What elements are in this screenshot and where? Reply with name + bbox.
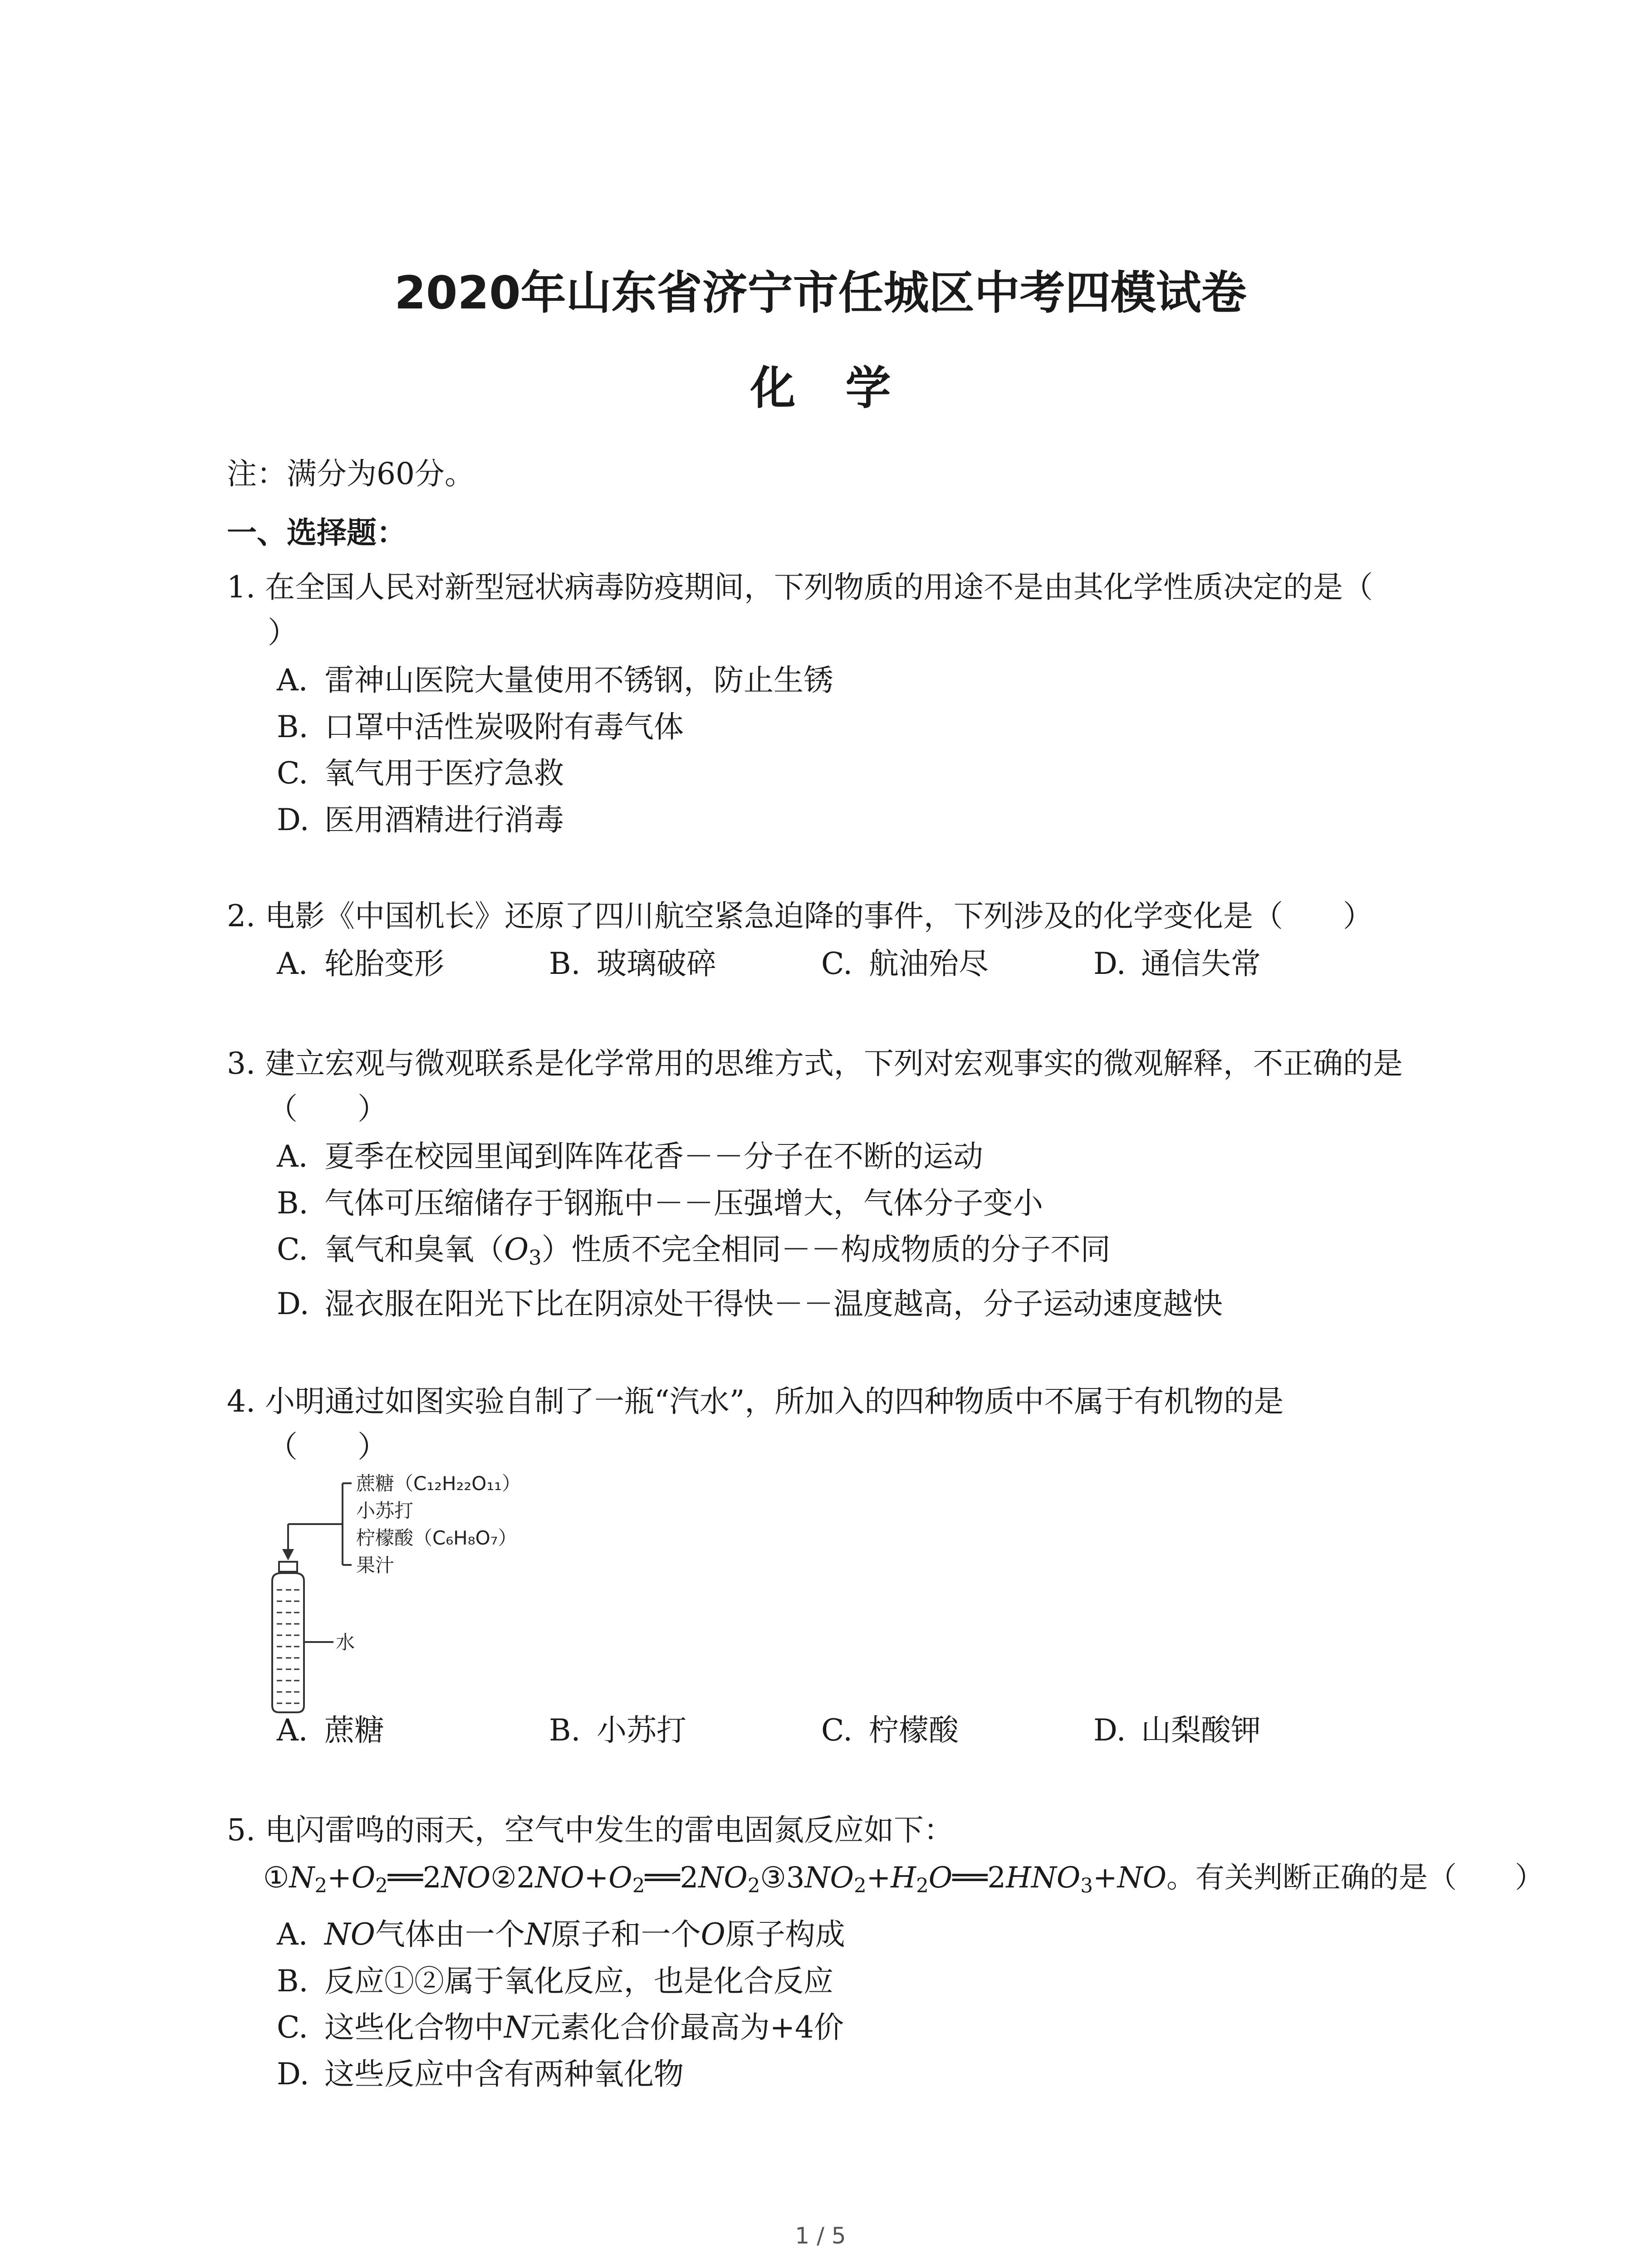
q5-option-a: A. NO气体由一个N原子和一个O原子构成 [277,1917,845,1952]
q4-option-d: D. 山梨酸钾 [1093,1713,1261,1748]
q2-option-d: D. 通信失常 [1093,946,1261,981]
q2-option-c: C. 航油殆尽 [821,946,989,981]
q4-stem-cont: （ ） [268,1429,387,1464]
subject-title: 化学 [750,362,941,415]
q5-option-b: B. 反应①②属于氧化反应，也是化合反应 [277,1964,833,1999]
q5-option-d: D. 这些反应中含有两种氧化物 [277,2057,684,2092]
q5-reactions: $①N_2+O_2══2NO②2NO+O_2══2NO_2③3NO_2+H_2O══2HNO_3+NO$。有关判断正确的是（ ） [263,1861,1544,1897]
figure-label-sucrose: 蔗糖（C₁₂H₂₂O₁₁） [356,1472,521,1495]
q2-stem: 2. 电影《中国机长》还原了四川航空紧急迫降的事件，下列涉及的化学变化是（ ） [227,899,1373,934]
q1-stem-cont: ） [268,615,298,650]
q3-stem-cont: （ ） [268,1091,387,1126]
soda-bottle-figure [254,1470,662,1724]
exam-title: 2020年山东省济宁市任城区中考四模试卷 [394,266,1247,319]
q3-option-c: C. 氧气和臭氧$(O_3)$性质不完全相同－－构成物质的分子不同 [277,1232,1111,1270]
q4-stem: 4. 小明通过如图实验自制了一瓶“汽水”，所加入的四种物质中不属于有机物的是 [227,1384,1284,1419]
q1-option-d: D. 医用酒精进行消毒 [277,802,564,837]
q5-option-c: C. 这些化合物中N元素化合价最高为+4价 [277,2010,844,2045]
q3-stem: 3. 建立宏观与微观联系是化学常用的思维方式，下列对宏观事实的微观解释，不正确的是 [227,1046,1403,1081]
q4-option-b: B. 小苏打 [549,1713,686,1748]
q1-option-c: C. 氧气用于医疗急救 [277,756,564,791]
q3-option-d: D. 湿衣服在阳光下比在阴凉处干得快－－温度越高，分子运动速度越快 [277,1286,1223,1321]
q5-stem: 5. 电闪雷鸣的雨天，空气中发生的雷电固氮反应如下： [227,1813,954,1848]
q1-stem: 1. 在全国人民对新型冠状病毒防疫期间，下列物质的用途不是由其化学性质决定的是（ [227,570,1373,605]
q2-option-a: A. 轮胎变形 [277,946,444,981]
q3-option-b: B. 气体可压缩储存于钢瓶中－－压强增大，气体分子变小 [277,1186,1043,1221]
figure-label-water: 水 [336,1631,355,1653]
q4-option-a: A. 蔗糖 [277,1713,384,1748]
q4-option-c: C. 柠檬酸 [821,1713,959,1748]
figure-label-citric-acid: 柠檬酸（C₆H₈O₇） [356,1527,517,1549]
q1-option-a: A. 雷神山医院大量使用不锈钢，防止生锈 [277,663,833,698]
score-note: 注：满分为60分。 [227,456,475,491]
q1-option-b: B. 口罩中活性炭吸附有毒气体 [277,709,684,744]
figure-label-baking-soda: 小苏打 [356,1500,414,1522]
q2-option-b: B. 玻璃破碎 [549,946,716,981]
page-number: 1 / 5 [795,2223,846,2249]
q3-option-a: A. 夏季在校园里闻到阵阵花香－－分子在不断的运动 [277,1139,983,1174]
section-heading: 一、选择题： [227,515,407,550]
figure-label-juice: 果汁 [356,1554,395,1576]
